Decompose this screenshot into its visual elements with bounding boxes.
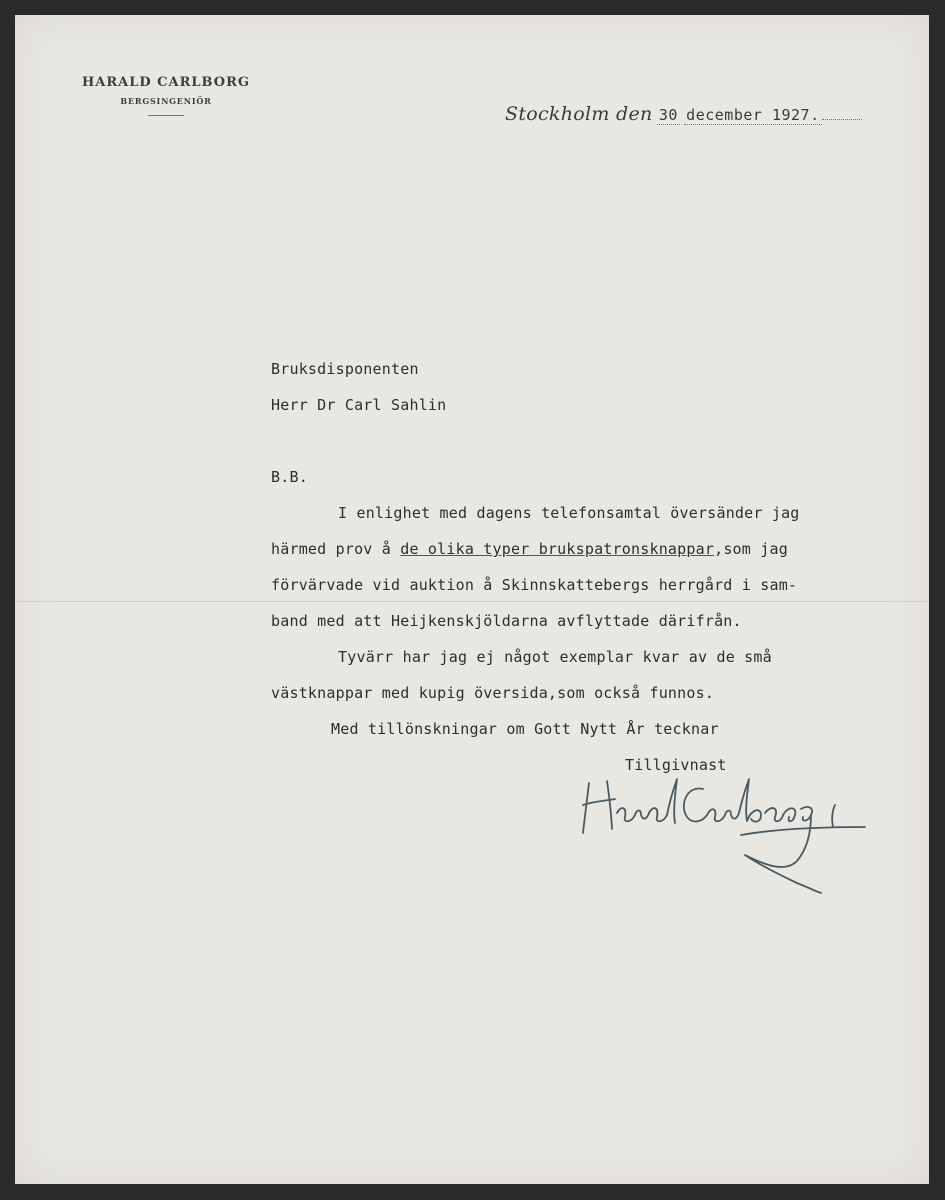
date-place: Stockholm den bbox=[505, 103, 653, 125]
body-line-3: förvärvade vid auktion å Skinnskattebergs herrgård i sam- bbox=[271, 576, 798, 594]
handwritten-signature bbox=[575, 765, 875, 895]
paper-fold-line bbox=[15, 601, 929, 602]
recipient-line-2: Herr Dr Carl Sahlin bbox=[271, 396, 447, 414]
date-month-year: december 1927. bbox=[686, 106, 820, 124]
body-line-6: västknappar med kupig översida,som också funnos. bbox=[271, 684, 715, 702]
body-line-5: Tyvärr har jag ej något exemplar kvar av de små bbox=[338, 648, 772, 666]
body-line-7: Med tillönskningar om Gott Nytt År tecknar bbox=[331, 720, 719, 738]
letterhead-rule bbox=[148, 115, 184, 116]
recipient-line-1: Bruksdisponenten bbox=[271, 360, 419, 378]
dateline bbox=[505, 103, 862, 125]
letter-sheet bbox=[15, 15, 929, 1184]
closing: Tillgivnast bbox=[625, 756, 727, 774]
body-line-4: band med att Heijkenskjöldarna avflyttade därifrån. bbox=[271, 612, 742, 630]
date-day: 30 bbox=[658, 106, 678, 124]
letterhead bbox=[63, 75, 269, 116]
letterhead-title: BERGSINGENIÖR bbox=[120, 96, 212, 106]
body-line-1: I enlighet med dagens telefonsamtal översänder jag bbox=[338, 504, 800, 522]
body-line-2-pre: härmed prov å bbox=[271, 540, 401, 558]
body-line-2-post: ,som jag bbox=[714, 540, 788, 558]
body-line-2 bbox=[271, 540, 788, 558]
salutation: B.B. bbox=[271, 468, 308, 486]
letterhead-name: HARALD CARLBORG bbox=[81, 75, 251, 90]
body-line-2-underlined: de olika typer brukspatronsknappar bbox=[400, 540, 715, 558]
date-dotted-fill bbox=[822, 119, 862, 120]
